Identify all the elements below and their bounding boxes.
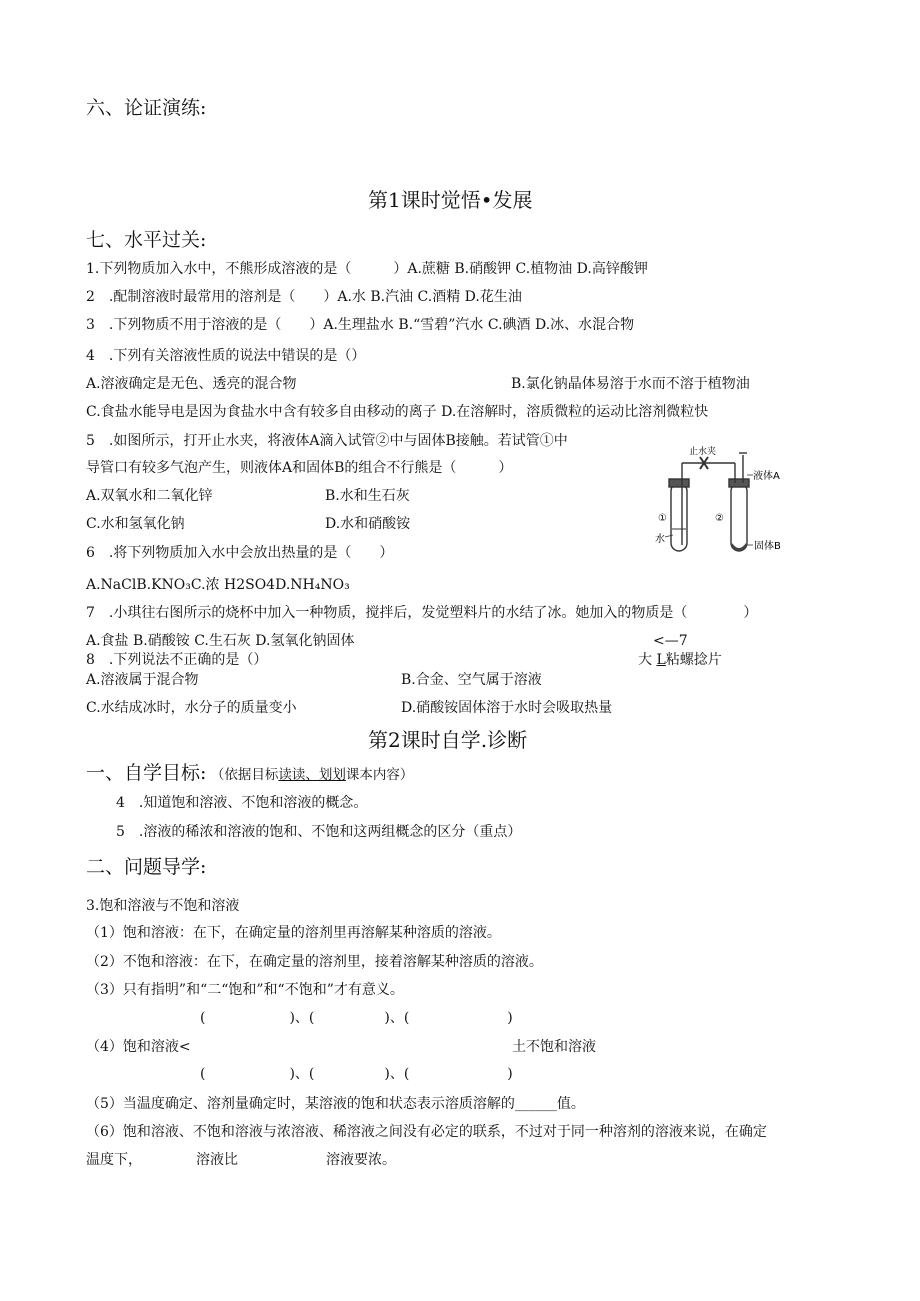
goal-note-pre: （依据目标 [210,767,279,783]
clamp-label: 止水夹 [689,447,717,457]
question-7-figure-label [638,650,722,670]
tube-1-body [671,483,687,551]
solid-b-label: 固体B [754,541,781,552]
section-7-heading: 七、水平过关: [86,229,207,251]
question-4-option-b: B.氯化钠晶体易溶于水而不溶于植物油 [511,376,750,392]
self-study-goal-heading: 一、自学目标: [86,762,207,784]
tube-1-stopper [669,479,689,487]
figure-label-part3: 粘螺捻片 [665,652,722,668]
question-5-option-c: C.水和氢氧化钠 [86,516,185,532]
point-4-right: 土不饱和溶液 [512,1039,596,1055]
tube-2-label: ② [715,513,724,524]
question-8-option-c: C.水结成冰时，水分子的质量变小 [86,700,297,716]
question-6-options: A.NaClB.KNO₃C.浓 H2SO4D.NH₄NO₃ [86,577,350,593]
section-6-heading: 六、论证演练: [86,97,207,119]
liquid-a-label: 液体A [753,471,780,482]
question-7-options: A.食盐 B.硝酸铵 C.生石灰 D.氢氧化钠固体 [86,633,355,649]
lesson-2-title: 第2课时自学.诊断 [368,728,528,752]
test-tube-apparatus-figure [655,445,805,560]
point-5: （5）当温度确定、溶剂量确定时，某溶液的饱和状态表示溶质溶解的______值。 [86,1096,585,1112]
lesson-1-title: 第1课时觉悟•发展 [368,188,533,212]
point-6-part3: 溶液要浓。 [326,1152,396,1168]
question-1: 1.下列物质加入水中，不熊形成溶液的是（ ）A.蔗糖 B.硝酸钾 C.植物油 D.高锌酸钾 [86,261,648,277]
point-4-left: （4）饱和溶液< [86,1039,191,1055]
question-3: 3 .下列物质不用于溶液的是（ ）A.生理盐水 B.“雪碧”汽水 C.碘酒 D.冰、水混合物 [86,317,635,333]
question-8-option-d: D.硝酸铵固体溶于水时会吸取热量 [401,700,613,716]
question-8-stem: 8 .下列说法不正确的是（） [86,652,268,668]
question-4-stem: 4 .下列有关溶液性质的说法中错误的是（） [86,348,366,364]
tube-2-body [731,483,747,551]
question-4-options-cd: C.食盐水能导电是因为食盐水中含有较多自由移动的离子 D.在溶解时，溶质微粒的运动比溶剂微粒快 [86,404,709,420]
point-6-line1: （6）饱和溶液、不饱和溶液与浓溶液、稀溶液之间没有必定的联系，不过对于同一种溶剂的溶液来说，在确定 [86,1124,767,1140]
question-5-stem-line1: 5 .如图所示，打开止水夹，将液体A滴入试管②中与固体B接触。若试管①中 [86,433,568,449]
question-5-option-b: B.水和生石灰 [325,488,410,504]
question-7-figure-arrow: <—7 [653,633,688,649]
self-study-goal-line [86,763,413,785]
question-6-stem: 6 .将下列物质加入水中会放出热量的是（ ） [86,545,394,561]
question-5-option-d: D.水和硝酸铵 [325,516,411,532]
point-6-line2 [86,1150,396,1170]
question-5-option-a: A.双氧水和二氧化锌 [86,488,213,504]
point-6-part1: 温度下， [86,1152,142,1168]
goal-item-5: 5 .溶液的稀浓和溶液的饱和、不饱和这两组概念的区分（重点） [116,824,522,840]
question-5-stem-line2: 导管口有较多气泡产生，则液体A和固体B的组合不行熊是（ ） [86,460,513,476]
goal-item-4: 4 .知道饱和溶液、不饱和溶液的概念。 [116,795,368,811]
question-2: 2 .配制溶液时最常用的溶剂是（ ）A.水 B.汽油 C.酒精 D.花生油 [86,289,522,305]
question-8-option-b: B.合金、空气属于溶液 [401,672,542,688]
point-6-part2: 溶液比 [196,1152,238,1168]
topic-heading: 3.饱和溶液与不饱和溶液 [86,898,240,914]
question-4-option-a: A.溶液确定是无色、透亮的混合物 [86,376,297,392]
goal-note-underlined: 读读、划划 [278,767,346,783]
question-7-stem: 7 .小琪往右图所示的烧杯中加入一种物质，搅拌后，发觉塑料片的水结了冰。她加入的物质是（ ） [86,605,758,621]
tube-2-stopper [729,479,749,487]
conversion-blanks-top: ( )、( )、( ) [200,1010,513,1026]
tube-1-label: ① [658,513,667,524]
question-guide-heading: 二、问题导学: [86,856,207,878]
question-8-option-a: A.溶液属于混合物 [86,672,199,688]
point-3: （3）只有指明”和“二“饱和”和“不饱和”才有意义。 [86,982,404,998]
figure-label-part2: L [656,652,666,668]
conversion-blanks-bottom: ( )、( )、( ) [200,1066,513,1082]
point-1: （1）饱和溶液：在下，在确定量的溶剂里再溶解某种溶质的溶液。 [86,925,501,941]
point-2: （2）不饱和溶液：在下，在确定量的溶剂里，接着溶解某种溶质的溶液。 [86,954,543,970]
figure-label-part1: 大 [638,652,652,668]
water-label: 水 [655,534,665,545]
goal-note-post: 课本内容） [345,767,414,783]
